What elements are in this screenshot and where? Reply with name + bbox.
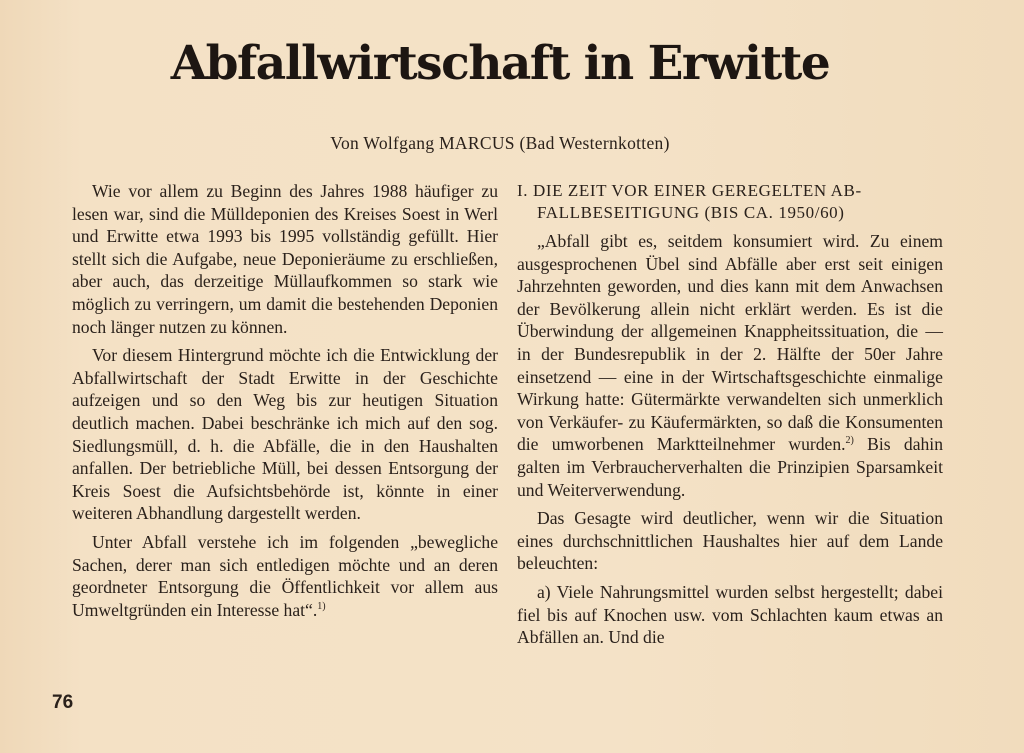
right-paragraph-2: Das Gesagte wird deutlicher, wenn wir die Situation eines durchschnittlichen Haushaltes hier auf dem Lande beleuchten:: [517, 508, 943, 574]
left-paragraph-3: [72, 531, 498, 621]
right-column: [517, 180, 943, 655]
footnote-marker-2: 2): [845, 435, 854, 447]
article-byline: Von Wolfgang MARCUS (Bad Westernkotten): [330, 133, 670, 153]
left-paragraph-3-text: Unter Abfall verstehe ich im folgenden „bewegliche Sachen, derer man sich entledigen möchte und an deren geordneter Entsorgung die Öffentlichkeit vor allem aus Umweltgründen ein Interesse hat“.: [72, 531, 498, 620]
section-heading: [517, 180, 943, 224]
right-paragraph-1: [517, 230, 943, 501]
left-paragraph-2: Vor diesem Hintergrund möchte ich die Entwicklung der Abfallwirtschaft der Stadt Erwitte in der Geschichte aufzeigen und so den Weg bis zur heutigen Situation deutlich machen. Dabei beschränke ich mich auf den sog. Siedlungsmüll, d. h. die Abfälle, die in den Haushalten anfallen. Der betriebliche Müll, bei dessen Entsorgung der Kreis Soest die Aufsichtsbehörde ist, könnte in einer weiteren Abhandlung dargestellt werden.: [72, 345, 498, 524]
right-paragraph-1-continuation: Bis dahin galten im Verbraucherverhalten die Prinzipien Sparsamkeit und Weiterverwendung.: [517, 434, 943, 500]
left-paragraph-1: Wie vor allem zu Beginn des Jahres 1988 häufiger zu lesen war, sind die Mülldeponien des Kreises Soest in Werl und Erwitte etwa 1993 bis 1995 vollständig gefüllt. Hier stellt sich die Aufgabe, neue Deponieräume zu erschließen, aber auch, das derzeitige Müllaufkommen so stark wie möglich zu verringern, um damit die bestehenden Deponien noch länger nutzen zu können.: [72, 181, 498, 337]
article-title: Abfallwirtschaft in Erwitte: [170, 36, 830, 91]
right-paragraph-3: a) Viele Nahrungsmittel wurden selbst hergestellt; dabei fiel bis auf Knochen usw. vom Schlachten kaum etwas an Abfällen an. Und die: [517, 581, 943, 648]
page-number: 76: [52, 692, 74, 713]
section-heading-line-2: FALLBESEITIGUNG (BIS CA. 1950/60): [537, 203, 845, 222]
footnote-marker-1: 1): [317, 600, 326, 612]
right-paragraph-1-text: „Abfall gibt es, seitdem konsumiert wird. Zu einem ausgesprochenen Übel sind Abfälle aber erst seit einigen Jahrzehnten geworden, und dies kann mit dem Anwachsen der Bevölkerung allein nicht erklärt werden. Es ist die Überwindung der allgemeinen Knappheitssituation, die — in der Bundesrepublik in der 2. Hälfte der 50er Jahre einsetzend — eine in der Wirtschaftsgeschichte einmalige Wirkung hatte: Gütermärkte verwandelten sich unmerklich von Verkäufer- zu Käufermärkten, so daß die Konsumenten die umworbenen Marktteilnehmer wurden.: [517, 231, 943, 455]
left-column: [72, 180, 498, 627]
section-heading-line-1: I. DIE ZEIT VOR EINER GEREGELTEN AB-: [517, 181, 862, 200]
